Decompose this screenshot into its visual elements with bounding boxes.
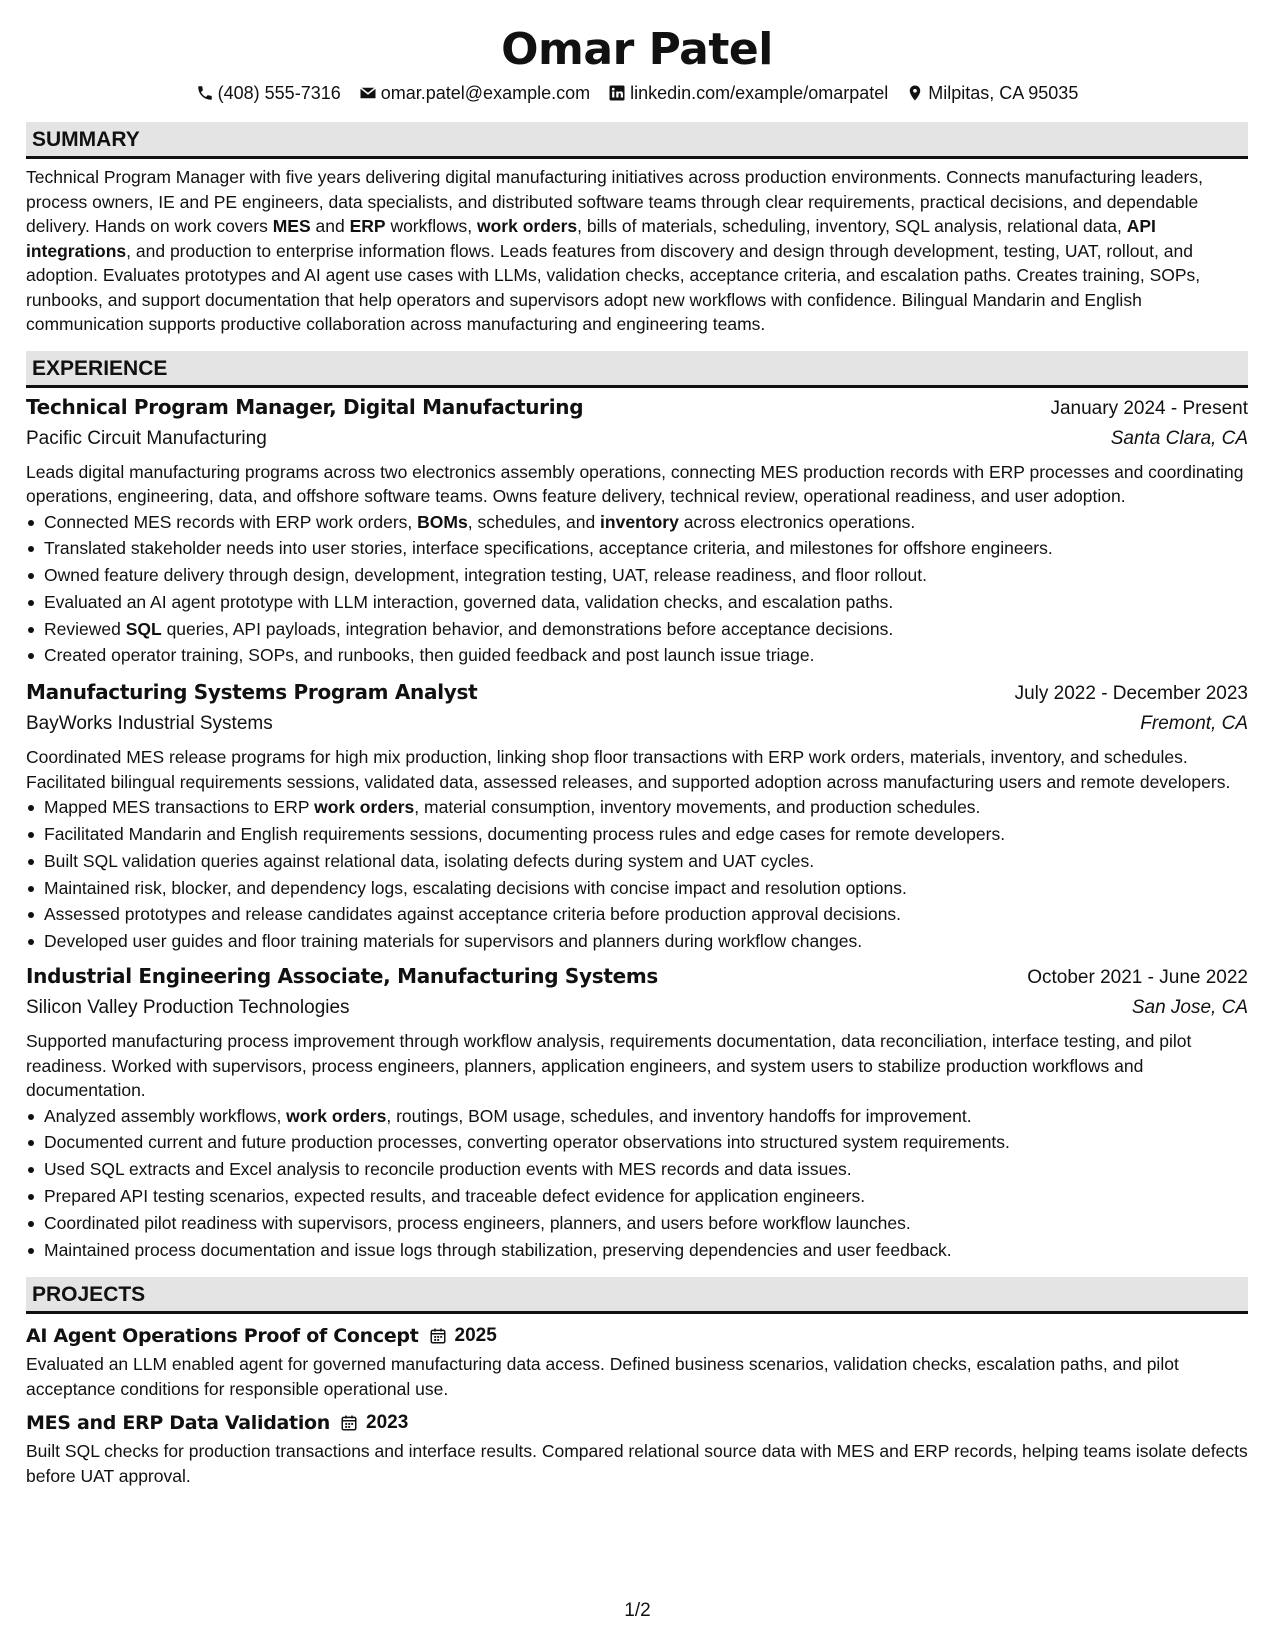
- contact-email[interactable]: [359, 78, 590, 108]
- job-company: Silicon Valley Production Technologies: [26, 997, 350, 1019]
- job-bullets: [26, 794, 1248, 955]
- contact-location: [906, 78, 1078, 108]
- projects-heading: PROJECTS: [26, 1277, 1248, 1314]
- list-item: Analyzed assembly workflows, work orders, routings, BOM usage, schedules, and inventory handoffs for improvement.: [44, 1103, 1248, 1130]
- project-description: Built SQL checks for production transactions and interface results. Compared relational source data with MES and ERP records, helping teams isolate defects before UAT approval.: [26, 1441, 1248, 1486]
- linkedin-icon: [608, 84, 626, 102]
- project-entry: [26, 1322, 1248, 1401]
- job-title: Industrial Engineering Associate, Manufacturing Systems: [26, 964, 659, 989]
- job-description: Leads digital manufacturing programs across two electronics assembly operations, connecting MES production records with ERP processes and coordinating operations, engineering, data, and offshore software teams. Owns feature delivery, technical review, operational readiness, and user adoption.: [26, 461, 1244, 506]
- job-location: San Jose, CA: [1131, 997, 1248, 1019]
- email-icon: [359, 84, 377, 102]
- list-item: Assessed prototypes and release candidates against acceptance criteria before production approval decisions.: [44, 901, 1248, 928]
- candidate-name: Omar Patel: [501, 24, 773, 75]
- job-bullets: [26, 1103, 1248, 1264]
- contact-phone: [196, 78, 341, 108]
- project-year: 2023: [340, 1409, 408, 1437]
- job-dates: January 2024 - Present: [1050, 397, 1248, 419]
- list-item: Facilitated Mandarin and English requirements sessions, documenting process rules and edge cases for remote developers.: [44, 821, 1248, 848]
- job-dates: July 2022 - December 2023: [1014, 683, 1248, 705]
- calendar-icon: [340, 1414, 358, 1432]
- page-number: 1/2: [624, 1600, 651, 1621]
- list-item: Used SQL extracts and Excel analysis to reconcile production events with MES records and data issues.: [44, 1156, 1248, 1183]
- list-item: Created operator training, SOPs, and runbooks, then guided feedback and post launch issue triage.: [44, 642, 1248, 669]
- project-year: 2025: [429, 1322, 497, 1350]
- linkedin-text[interactable]: linkedin.com/example/omarpatel: [630, 83, 889, 103]
- list-item: Mapped MES transactions to ERP work orders, material consumption, inventory movements, and production schedules.: [44, 794, 1248, 821]
- job-location: Fremont, CA: [1140, 713, 1248, 735]
- summary-heading: SUMMARY: [26, 122, 1248, 159]
- job-title: Technical Program Manager, Digital Manufacturing: [26, 394, 584, 419]
- list-item: Maintained risk, blocker, and dependency logs, escalating decisions with concise impact and resolution options.: [44, 875, 1248, 902]
- job-entry: [26, 392, 1248, 670]
- list-item: Built SQL validation queries against relational data, isolating defects during system and UAT cycles.: [44, 848, 1248, 875]
- contact-linkedin[interactable]: [608, 78, 888, 108]
- project-description: Evaluated an LLM enabled agent for governed manufacturing data access. Defined business scenarios, validation checks, escalation paths, and pilot acceptance conditions for responsible operational use.: [26, 1354, 1179, 1399]
- list-item: Translated stakeholder needs into user stories, interface specifications, acceptance criteria, and milestones for offshore engineers.: [44, 535, 1248, 562]
- list-item: Documented current and future production processes, converting operator observations into structured system requirements.: [44, 1129, 1248, 1156]
- job-entry: [26, 961, 1248, 1263]
- phone-text: (408) 555-7316: [217, 83, 341, 103]
- job-company: BayWorks Industrial Systems: [26, 713, 273, 735]
- list-item: Maintained process documentation and issue logs through stabilization, preserving dependencies and user feedback.: [44, 1237, 1248, 1264]
- resume-page: [26, 0, 1248, 1488]
- job-company: Pacific Circuit Manufacturing: [26, 427, 267, 449]
- list-item: Evaluated an AI agent prototype with LLM interaction, governed data, validation checks, and escalation paths.: [44, 589, 1248, 616]
- list-item: Owned feature delivery through design, development, integration testing, UAT, release readiness, and floor rollout.: [44, 562, 1248, 589]
- job-description: Supported manufacturing process improvement through workflow analysis, requirements documentation, data reconciliation, interface testing, and pilot readiness. Worked with supervisors, process engineers, planners, application engineers, and system users to stabilize production workflows and documentation.: [26, 1031, 1192, 1101]
- contact-row: [26, 78, 1248, 108]
- job-dates: October 2021 - June 2022: [1027, 967, 1248, 989]
- list-item: Prepared API testing scenarios, expected results, and traceable defect evidence for application engineers.: [44, 1183, 1248, 1210]
- job-title: Manufacturing Systems Program Analyst: [26, 680, 478, 705]
- job-bullets: [26, 509, 1248, 670]
- list-item: Developed user guides and floor training materials for supervisors and planners during workflow changes.: [44, 928, 1248, 955]
- calendar-icon: [429, 1327, 447, 1345]
- list-item: Connected MES records with ERP work orders, BOMs, schedules, and inventory across electronics operations.: [44, 509, 1248, 536]
- project-entry: [26, 1409, 1248, 1488]
- list-item: Reviewed SQL queries, API payloads, integration behavior, and demonstrations before acceptance decisions.: [44, 616, 1248, 643]
- project-title: MES and ERP Data Validation: [26, 1412, 331, 1435]
- email-text[interactable]: omar.patel@example.com: [380, 83, 591, 103]
- location-text: Milpitas, CA 95035: [928, 83, 1079, 103]
- project-title: AI Agent Operations Proof of Concept: [26, 1325, 419, 1348]
- experience-heading: EXPERIENCE: [26, 351, 1248, 388]
- list-item: Coordinated pilot readiness with supervisors, process engineers, planners, and users before workflow launches.: [44, 1210, 1248, 1237]
- phone-icon: [196, 84, 214, 102]
- summary-text: Technical Program Manager with five years delivering digital manufacturing initiatives across production environments. Connects manufacturing leaders, process owners, IE and PE engineers, data specialists, and distributed software teams through clear requirements, practical decisions, and dependable delivery. Hands on work covers MES and ERP workflows, work orders, bills of materials, scheduling, inventory, SQL analysis, relational data, API integrations, and production to enterprise information flows. Leads features from discovery and design through development, testing, UAT, rollout, and adoption. Evaluates prototypes and AI agent use cases with LLMs, validation checks, acceptance criteria, and escalation paths. Creates training, SOPs, runbooks, and support documentation that help operators and supervisors adopt new workflows with confidence. Bilingual Mandarin and English communication supports productive collaboration across manufacturing and engineering teams.: [26, 167, 1203, 334]
- job-description: Coordinated MES release programs for high mix production, linking shop floor transactions with ERP work orders, materials, inventory, and schedules. Facilitated bilingual requirements sessions, validated data, assessed releases, and supported adoption across manufacturing users and remote developers.: [26, 747, 1231, 792]
- job-entry: [26, 677, 1248, 955]
- location-icon: [906, 84, 924, 102]
- job-location: Santa Clara, CA: [1110, 427, 1248, 449]
